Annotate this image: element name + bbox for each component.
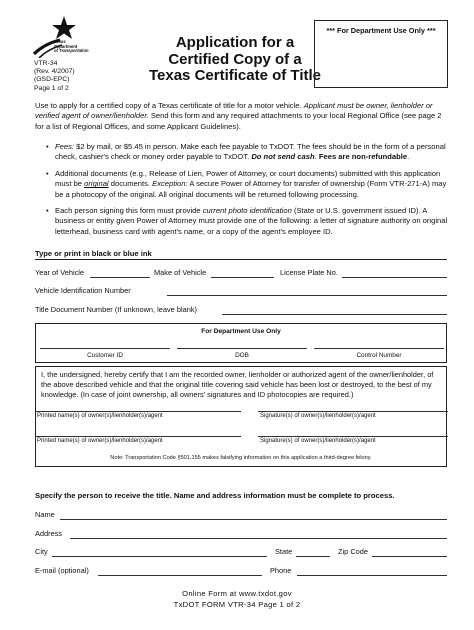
dob-field	[177, 348, 307, 349]
certification-text: I, the undersigned, hereby certify that I am the recorded owner, lienholder or authorized agent of the owner/lienholder, of the above described vehicle and that the original title covering said vehicle has been lost or destroyed, to the best of my knowledge. (In case of joint ownership, all owners' signatures and ID photocopies are required.)	[41, 370, 434, 399]
department-use-label: *** For Department Use Only ***	[326, 26, 436, 35]
printed-name-label-1: Printed name(s) of owner(s)/lienholder(s)/agent	[37, 413, 163, 419]
ink-instruction: Type or print in black or blue ink	[35, 249, 152, 258]
printed-name-field-2[interactable]	[36, 436, 241, 437]
control-number-field	[314, 348, 444, 349]
section-divider	[35, 259, 447, 260]
make-field[interactable]	[211, 277, 274, 278]
instructions-list	[46, 142, 448, 243]
city-label: City	[35, 547, 48, 556]
signature-field-1[interactable]	[258, 411, 448, 412]
state-field[interactable]	[296, 556, 330, 557]
state-label: State	[275, 547, 293, 556]
recipient-instruction: Specify the person to receive the title. Name and address information must be complete to process.	[35, 491, 395, 500]
customer-id-field	[40, 348, 170, 349]
signature-label-1: Signature(s) of owner(s)/lienholder(s)/agent	[260, 413, 376, 419]
vin-label: Vehicle Identification Number	[35, 286, 131, 295]
printed-name-field-1[interactable]	[36, 411, 241, 412]
email-field[interactable]	[98, 575, 262, 576]
title-doc-field[interactable]	[222, 314, 447, 315]
form-number: VTR-34	[34, 60, 58, 67]
form-page: Page 1 of 2	[34, 84, 69, 92]
email-label: E-mail (optional)	[35, 566, 89, 575]
intro-paragraph: Use to apply for a certified copy of a Texas certificate of title for a motor vehicle. Applicant must be owner, lienholder or verified agent of owner/lienholder. Send this form and any required attachments to your local Regional Office (see page 2 for a list of Regional Offices, and some Applicant Guidelines).	[35, 101, 442, 131]
department-use-box	[314, 20, 448, 88]
zip-field[interactable]	[372, 556, 447, 557]
felony-note: Note: Transportation Code §501.155 makes falsifying information on this application a third-degree felony.	[110, 455, 372, 461]
fees-item: • Fees: $2 by mail, or $5.45 in person. Make each fee payable to TxDOT. The fees should be in the form of a personal check, cashier's check or money order payable to TxDOT. Do not send cash. Fees are non-refundable.	[46, 142, 448, 163]
signature-field-2[interactable]	[258, 436, 448, 437]
plate-field[interactable]	[342, 277, 447, 278]
department-use-title: For Department Use Only	[201, 328, 281, 335]
printed-name-label-2: Printed name(s) of owner(s)/lienholder(s)/agent	[37, 438, 163, 444]
city-field[interactable]	[52, 556, 267, 557]
department-use-section	[35, 323, 447, 363]
name-field[interactable]	[60, 519, 447, 520]
control-number-label: Control Number	[356, 352, 402, 359]
footer-online: Online Form at www.txdot.gov	[182, 589, 292, 598]
plate-label: License Plate No.	[280, 268, 338, 277]
year-label: Year of Vehicle	[35, 268, 85, 277]
form-meta	[34, 60, 75, 93]
footer-form-page: TxDOT FORM VTR-34 Page 1 of 2	[173, 600, 301, 609]
vin-field[interactable]	[167, 295, 447, 296]
address-label: Address	[35, 529, 63, 538]
customer-id-label: Customer ID	[87, 352, 123, 359]
form-revision: (Rev. 4/2007)	[34, 68, 75, 76]
zip-label: Zip Code	[338, 547, 368, 556]
certification-box	[35, 366, 447, 467]
documents-item: • Additional documents (e.g., Release of Lien, Power of Attorney, or court documents) submitted with this application must be original documents. Exception: A secure Power of Attorney for transfer of ownership (Form VTR-271-A) may be a photocopy of the original. All original documents will be returned following processing.	[46, 169, 448, 200]
make-label: Make of Vehicle	[154, 268, 207, 277]
name-label: Name	[35, 510, 55, 519]
form-code: (GSD-EPC)	[34, 76, 70, 84]
title-doc-label: Title Document Number (If unknown, leave blank)	[35, 305, 197, 314]
year-field[interactable]	[90, 277, 150, 278]
phone-label: Phone	[270, 566, 292, 575]
star-icon	[52, 16, 76, 39]
page-title: Application for a Certified Copy of a Texas Certificate of Title	[148, 34, 321, 84]
identification-item: • Each person signing this form must provide current photo identification (State or U.S. government issued ID). A business or entity given Power of Attorney must provide one of the following: a letter of signature authority on original letterhead, business card with agent's name, or a copy of the agent's employee ID.	[46, 206, 448, 237]
logo-text: Texas Department of Transportation	[54, 39, 89, 54]
dob-label: DOB	[235, 352, 249, 359]
phone-field[interactable]	[297, 575, 447, 576]
signature-label-2: Signature(s) of owner(s)/lienholder(s)/agent	[260, 438, 376, 444]
address-field[interactable]	[70, 538, 447, 539]
